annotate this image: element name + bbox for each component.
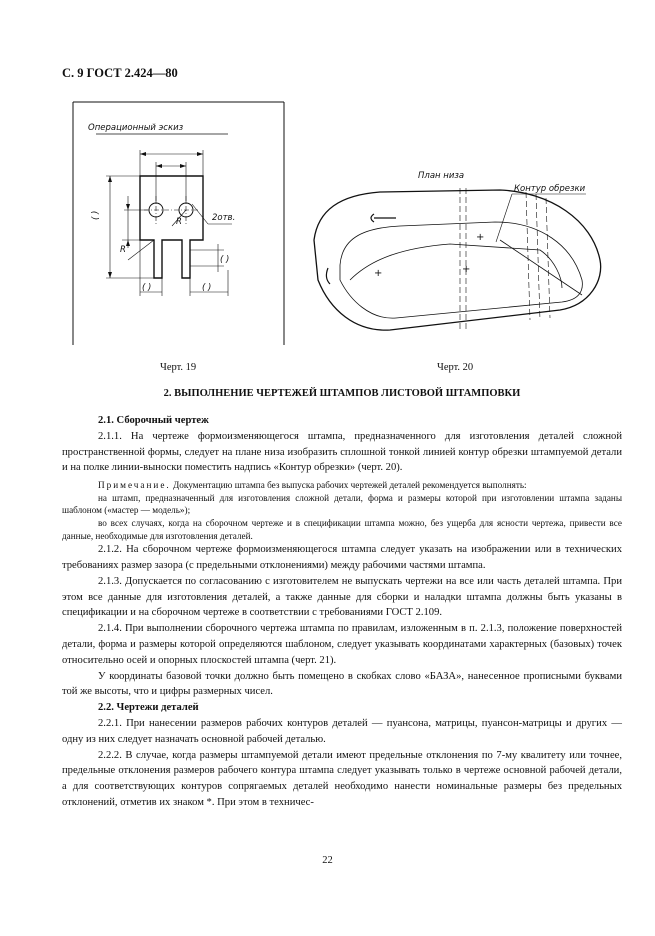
- fig19-radius-label-2: R: [120, 245, 126, 255]
- fig20-plan-label: План низа: [418, 171, 465, 181]
- fig19-holes-label: 2отв.: [212, 213, 236, 223]
- figure-19-drawing: [68, 100, 290, 350]
- fig19-dim-bottom-left: ( ): [142, 283, 152, 293]
- paragraph-2-2-1: 2.2.1. При нанесении размеров рабочих контуров деталей — пуансона, матрицы, пуансон-матрицы и других — одну из них следует назначать основной рабочей деталью.: [62, 717, 622, 745]
- paragraph-2-1-1: 2.1.1. На чертеже формоизменяющегося штампа, предназначенного для изготовления деталей сложной пространственной формы, следует на плане низа изобразить сплошной тонкой линией контур обрезки штампуемой детали и на полке линии-выноски поместить надпись «Контур обрезки» (черт. 20).: [62, 430, 622, 474]
- note-word: Примечание.: [98, 480, 171, 491]
- subsection-2-1: 2.1. Сборочный чертеж: [98, 415, 209, 426]
- note-item-b: во всех случаях, когда на сборочном чертеже и в спецификации штампа можно, без ущерба для ясности чертежа, привести все данные, необходимые для изготовления деталей.: [62, 517, 622, 541]
- svg-text:+: +: [476, 232, 485, 243]
- paragraph-base: У координаты базовой точки должно быть помещено в скобках слово «БАЗА», нанесенное прописными буквами той же высоты, что и цифры размерных чисел.: [62, 670, 622, 698]
- svg-text:+: +: [462, 264, 471, 275]
- fig19-dim-left: ( ): [91, 210, 101, 220]
- fig20-contour-label: Контур обрезки: [514, 184, 586, 194]
- figure-20-drawing: [300, 160, 612, 345]
- fig19-title: Операционный эскиз: [88, 123, 184, 133]
- body-text: [62, 413, 622, 811]
- note-item-a: на штамп, предназначенный для изготовления сложной детали, форма и размеры которой при изготовлении штампа заданы шаблоном («мастер — модель»);: [62, 492, 622, 516]
- note-paragraph: [62, 479, 622, 492]
- paragraph-2-1-2: 2.1.2. На сборочном чертеже формоизменяющегося штампа следует указать на изображении или в технических требованиях размер зазора (с предельными отклонениями) между рабочими частями штампа.: [62, 544, 622, 571]
- fig19-dim-right: ( ): [220, 255, 230, 265]
- fig19-radius-label: R: [176, 217, 182, 227]
- note-text: Документацию штампа без выпуска рабочих чертежей деталей рекомендуется выполнять:: [170, 480, 527, 491]
- subsection-2-2: 2.2. Чертежи деталей: [98, 702, 199, 714]
- figure-20-caption: Черт. 20: [437, 362, 474, 373]
- page-number: 22: [322, 855, 333, 866]
- svg-text:+: +: [374, 268, 383, 279]
- paragraph-2-1-3: 2.1.3. Допускается по согласованию с изготовителем не выпускать чертежи на все или часть деталей штампа. При этом все данные для изготовления деталей, а также данные для сборки и наладки штампа должны быть указаны в спецификации и на сборочном чертеже в соответствии с требованиями ГОСТ 2.109.: [62, 575, 622, 619]
- section-title: 2. ВЫПОЛНЕНИЕ ЧЕРТЕЖЕЙ ШТАМПОВ ЛИСТОВОЙ ШТАМПОВКИ: [163, 388, 521, 399]
- fig19-dim-bottom-right: ( ): [202, 283, 212, 293]
- figure-19-caption: Черт. 19: [160, 362, 197, 373]
- page-header: С. 9 ГОСТ 2.424—80: [62, 66, 178, 80]
- paragraph-2-1-4: 2.1.4. При выполнении сборочного чертежа штампа по правилам, изложенным в п. 2.1.3, положение поверхностей детали, форма и размеры которой определяются шаблоном, следует указывать координатами характерных (базовых) точек относительно осей и опорных плоскостей штампа (черт. 21).: [62, 623, 622, 666]
- paragraph-2-2-2: 2.2.2. В случае, когда размеры штампуемой детали имеют предельные отклонения по 7-му квалитету или точнее, предельные отклонения размеров рабочего контура штампа следует указывать только в чертеже основной рабочей детали, а для соответствующих контуров сопрягаемых деталей необходимо нанести номинальные размеры без предельных отклонений, отметив их знаком *. При этом в техничес-: [62, 749, 622, 808]
